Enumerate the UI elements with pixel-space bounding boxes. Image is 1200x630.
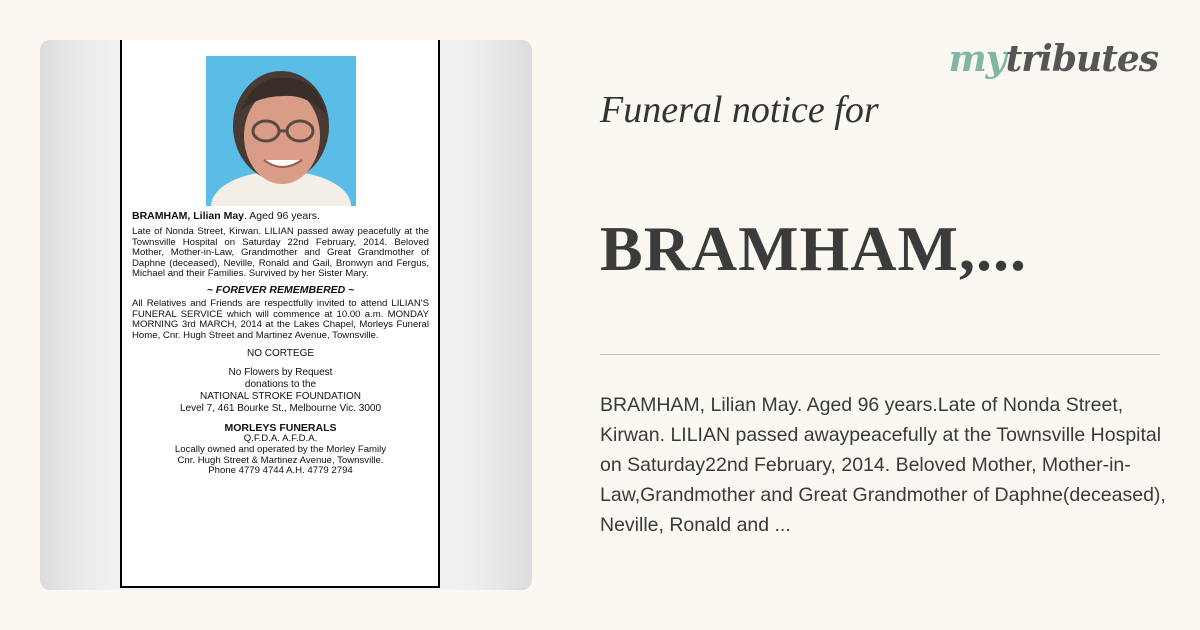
logo-suffix: tributes	[1005, 38, 1158, 80]
heading-lead: Funeral notice for	[600, 89, 879, 131]
newspaper-notice	[120, 40, 440, 588]
notice-paragraph-1: Late of Nonda Street, Kirwan. LILIAN passed away peacefully at the Townsville Hospital on Saturday 22nd February, 2014. Beloved Mother, Mother-in-Law, Grandmother and Great Grandmother of Daphne (deceased), Neville, Ronald and Gail, Bronwyn and Fergus, Michael and their Families. Survived by her Sister Mary.	[132, 226, 429, 280]
funeral-owned: Locally owned and operated by the Morley Family	[174, 443, 387, 455]
notice-excerpt: BRAMHAM, Lilian May. Aged 96 years.Late of Nonda Street, Kirwan. LILIAN passed awaypeacefully at the Townsville Hospital on Saturday22nd February, 2014. Beloved Mother, Mother-in-Law,Grandmother and Great Grandmother of Daphne(deceased), Neville, Ronald and ...	[600, 394, 1166, 536]
portrait-photo	[206, 56, 356, 206]
funeral-credentials: Q.F.D.A. A.F.D.A.	[243, 433, 318, 445]
notice-name: BRAMHAM, Lilian May	[132, 210, 245, 222]
funeral-home-name: MORLEYS FUNERALS	[224, 422, 337, 435]
notice-name-line	[132, 210, 429, 223]
notice-age: . Aged 96 years.	[244, 210, 320, 222]
no-flowers: No Flowers by Request	[228, 367, 333, 379]
logo-prefix: my	[948, 38, 1006, 80]
funeral-phone: Phone 4779 4744 A.H. 4779 2794	[208, 465, 353, 477]
donations: donations to the	[244, 379, 317, 391]
divider	[600, 354, 1160, 355]
forever-remembered: ~ FOREVER REMEMBERED ~	[206, 283, 355, 296]
foundation-address: Level 7, 461 Bourke St., Melbourne Vic. 3000	[179, 403, 382, 415]
no-cortege: NO CORTEGE	[246, 348, 315, 360]
foundation-name: NATIONAL STROKE FOUNDATION	[200, 391, 361, 403]
notice-paragraph-2: All Relatives and Friends are respectfully invited to attend LILIAN'S FUNERAL SERVICE which will commence at 10.00 a.m. MONDAY MORNING 3rd MARCH, 2014 at the Lakes Chapel, Morleys Funeral Home, Cnr. Hugh Street and Martinez Avenue, Townsville.	[132, 297, 429, 341]
deceased-name: BRAMHAM,...	[600, 213, 1027, 284]
funeral-address: Cnr. Hugh Street & Martinez Avenue, Townsville.	[177, 454, 384, 466]
mytributes-logo[interactable]	[949, 38, 1158, 80]
notice-image-panel	[40, 40, 532, 590]
